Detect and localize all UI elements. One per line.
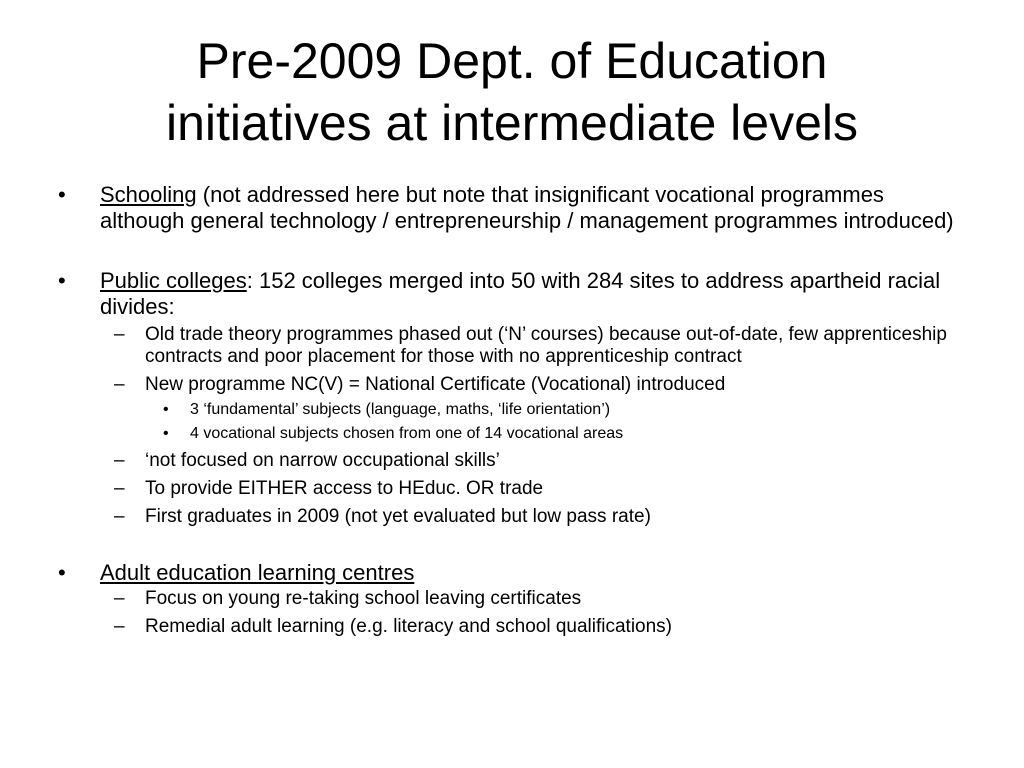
sub-bullet <box>0 616 1024 638</box>
bullet-marker: • <box>58 182 66 207</box>
dash-marker: – <box>114 616 125 637</box>
bullet-public-colleges <box>0 268 1024 320</box>
dash-marker: – <box>114 374 125 395</box>
slide-body <box>0 182 1024 638</box>
sub-bullet-text: To provide EITHER access to HEduc. OR trade <box>145 478 544 499</box>
bullet-text: : 152 colleges merged into 50 with 284 sites to address apartheid racial divides: <box>100 268 941 319</box>
sub-bullet <box>0 450 1024 472</box>
bullet-heading: Adult education learning centres <box>100 560 415 585</box>
sub-bullet <box>0 588 1024 610</box>
sub-bullet-text: Old trade theory programmes phased out (‘N’ courses) because out-of-date, few apprenticeship contracts and poor placement for those with no apprenticeship contract <box>145 324 947 367</box>
dash-marker: – <box>114 588 125 609</box>
dash-marker: – <box>114 324 125 345</box>
sub-bullet <box>0 374 1024 396</box>
sub-sub-bullet-text: 4 vocational subjects chosen from one of 14 vocational areas <box>190 425 624 442</box>
sub-bullet-text: New programme NC(V) = National Certificate (Vocational) introduced <box>145 374 726 395</box>
sub-bullet-text: First graduates in 2009 (not yet evaluated but low pass rate) <box>145 506 651 527</box>
sub-bullet-text: ‘not focused on narrow occupational skills’ <box>145 450 500 471</box>
sub-sub-bullet-text: 3 ‘fundamental’ subjects (language, maths, ‘life orientation’) <box>190 401 611 418</box>
sub-bullet-text: Focus on young re-taking school leaving certificates <box>145 588 582 609</box>
sub-sub-bullet <box>0 400 1024 420</box>
dash-marker: – <box>114 478 125 499</box>
dash-marker: – <box>114 506 125 527</box>
slide-title <box>0 30 1024 154</box>
sub-bullet-text: Remedial adult learning (e.g. literacy and school qualifications) <box>145 616 673 637</box>
title-line-2: initiatives at intermediate levels <box>166 95 858 151</box>
bullet-heading: Public colleges <box>100 268 247 293</box>
bullet-heading: Schooling <box>100 182 197 207</box>
bullet-text: (not addressed here but note that insignificant vocational programmes although general technology / entrepreneurship / management programmes introduced) <box>100 182 954 233</box>
sub-bullet <box>0 324 1024 368</box>
sub-sub-bullet <box>0 424 1024 444</box>
sub-bullet <box>0 478 1024 500</box>
sub-bullet <box>0 506 1024 528</box>
bullet-marker: • <box>58 560 66 585</box>
bullet-marker: • <box>58 268 66 293</box>
bullet-marker: • <box>163 401 169 418</box>
bullet-marker: • <box>163 425 169 442</box>
bullet-schooling <box>0 182 1024 234</box>
title-line-1: Pre-2009 Dept. of Education <box>196 33 828 89</box>
bullet-adult-education <box>0 560 1024 586</box>
dash-marker: – <box>114 450 125 471</box>
